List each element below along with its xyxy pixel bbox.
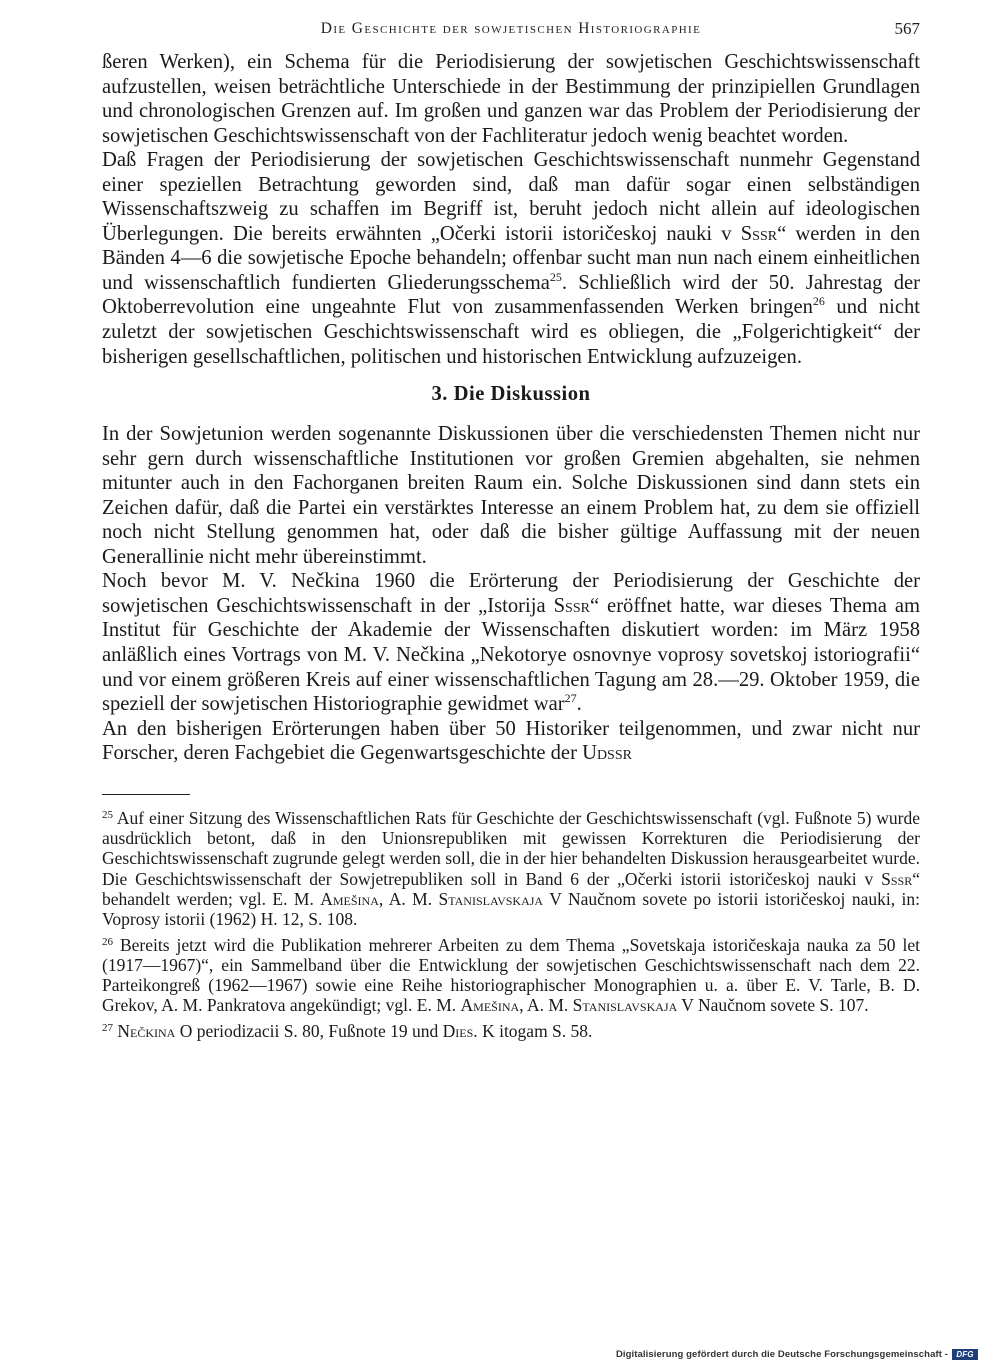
paragraph-3: In der Sowjetunion werden sogenannte Diskussionen über die verschiedensten Themen nicht nur sehr gern durch wissenschaftliche Institutionen vor großen Gremien abgehalten, sie nehmen mitunter auch in den Fachorganen breiten Raum ein. Solche Diskussionen sind dann stets ein Zeichen dafür, daß die Partei ein verstärktes Interesse an einem Problem hat, zu dem sie offiziell noch nicht Stellung genommen hat, oder daß die bisher gültige Auffassung mit der neuen Generallinie nicht mehr übereinstimmt. (102, 423, 920, 568)
paragraph-5: An den bisherigen Erörterungen haben über 50 Historiker teilgenommen, und zwar nicht nur Forscher, deren Fachgebiet die Gegenwartsgeschichte der Udssr (102, 717, 920, 765)
author-name: Stanislavskaja (438, 888, 544, 909)
main-text (102, 50, 920, 766)
author-name: Nečkina (117, 1020, 176, 1041)
footnote-ref-25[interactable]: 25 (549, 269, 562, 284)
abbreviation-sssr: Sssr (553, 594, 590, 617)
footnote-number: 25 (102, 808, 113, 821)
section-heading: 3. Die Diskussion (431, 383, 591, 406)
paragraph-2: Daß Fragen der Periodisierung der sowjetischen Geschichtswissenschaft nunmehr Gegenstand einer speziellen Betrachtung geworden sind, daß man dafür sogar einen selbständigen Wissenschaftszweig zu schaffen im Begriff ist, beruht jedoch nicht allein auf ideologischen Überlegungen. Die bereits erwähnten „Očerki istorii istoričeskoj nauki v Sssr“ werden in den Bänden 4—6 die sowjetische Epoche behandeln; offenbar sucht man nun nach einem einheitlichen und wissenschaftlich fundierten Gliederungsschema$^{25}$. Schließlich wird der 50. Jahrestag der Oktoberrevolution eine ungeahnte Flut von zusammenfassenden Werken bringen$^{26}$ und nicht zuletzt der sowjetischen Geschichtswissenschaft wird es obliegen, die „Folgerichtigkeit“ der bisherigen gesellschaftlichen, politischen und historischen Entwicklung aufzuzeigen. (102, 149, 921, 368)
footnote-ref-27[interactable]: 27 (564, 691, 577, 706)
credit-text: Digitalisierung gefördert durch die Deutsche Forschungsgemeinschaft - (615, 1349, 948, 1360)
running-title: Die Geschichte der sowjetischen Historiographie (320, 20, 702, 37)
paragraph-1: ßeren Werken), ein Schema für die Periodisierung der sowjetischen Geschichtswissenschaft aufzustellen, weisen beträchtliche Unterschiede in der Bestimmung der prinzipiellen Grundlagen und chronologischen Grenzen auf. Im großen und ganzen war das Problem der Periodisierung der sowjetischen Geschichtswissenschaft von der Fachliteratur jedoch wenig beachtet worden. (102, 51, 920, 147)
footnote-number: 26 (102, 935, 113, 948)
author-name: Amešina (460, 995, 520, 1016)
footnote-number: 27 (102, 1021, 113, 1034)
paragraph-4: Noch bevor M. V. Nečkina 1960 die Erörterung der Periodisierung der Geschichte der sowjetischen Geschichtswissenschaft in der „Istorija Sssr“ eröffnet hatte, war dieses Thema am Institut für Geschichte der Akademie der Wissenschaften diskutiert worden: im März 1958 anläßlich eines Vortrags von M. V. Nečkina „Nekotorye osnovnye voprosy sovetskoj istoriografii“ und vor einem größeren Kreis auf einer wissenschaftlichen Tagung am 28.—29. Oktober 1959, die speziell der sowjetischen Historiographie gewidmet war$^{27}$. (102, 570, 920, 716)
digitization-credit (616, 1349, 978, 1360)
footnote-26: $^{26}$ Bereits jetzt wird die Publikation mehrerer Arbeiten zu dem Thema „Sovetskaja istoričeskaja nauka za 50 let (1917—1967)“, ein Sammelband über die Entwicklung der sowjetischen Geschichtswissenschaft nach dem 22. Parteikongreß (1962—1967) sowie eine Reihe historiographischer Monographien u. a. über E. V. Tarle, B. D. Grekov, A. M. Pankratova angekündigt; vgl. E. M. Amešina, A. M. Stanislavskaja V Naučnom sovete S. 107. (102, 934, 921, 1016)
running-head (102, 10, 920, 50)
abbreviation-sssr: Sssr (740, 222, 778, 245)
footnote-ref-26[interactable]: 26 (812, 294, 825, 309)
abbreviation-udssr: Udssr (582, 742, 632, 765)
footnotes (102, 808, 920, 1041)
footnote-25: $^{25}$ Auf einer Sitzung des Wissenschaftlichen Rats für Geschichte der Geschichtswissenschaft (vgl. Fußnote 5) wurde ausdrücklich betont, daß in den Unionsrepubliken mit gewissen Korrekturen die Periodisierung der Geschichtswissenschaft zugrunde gelegt werden soll, die in der hier behandelten Diskussion herausgearbeitet wurde. Die Geschichtswissenschaft der Sowjetrepubliken soll in Band 6 der „Očerki istorii istoričeskoj nauki v Sssr“ behandelt werden; vgl. E. M. Amešina, A. M. Stanislavskaja V Naučnom sovete po istorii istoričeskoj nauki, in: Voprosy istorii (1962) H. 12, S. 108. (102, 807, 920, 930)
abbreviation-sssr: Sssr (881, 868, 913, 889)
dfg-logo: DFG (952, 1349, 978, 1360)
document-page (102, 10, 920, 1046)
author-name: Stanislavskaja (572, 995, 678, 1016)
page-number: 567 (894, 19, 920, 38)
author-name: Amešina (320, 888, 379, 909)
footnote-27: $^{27}$ Nečkina O periodizacii S. 80, Fußnote 19 und Dies. K itogam S. 58. (102, 1020, 593, 1041)
footnote-divider (102, 794, 190, 795)
author-name: Dies. (442, 1020, 478, 1041)
